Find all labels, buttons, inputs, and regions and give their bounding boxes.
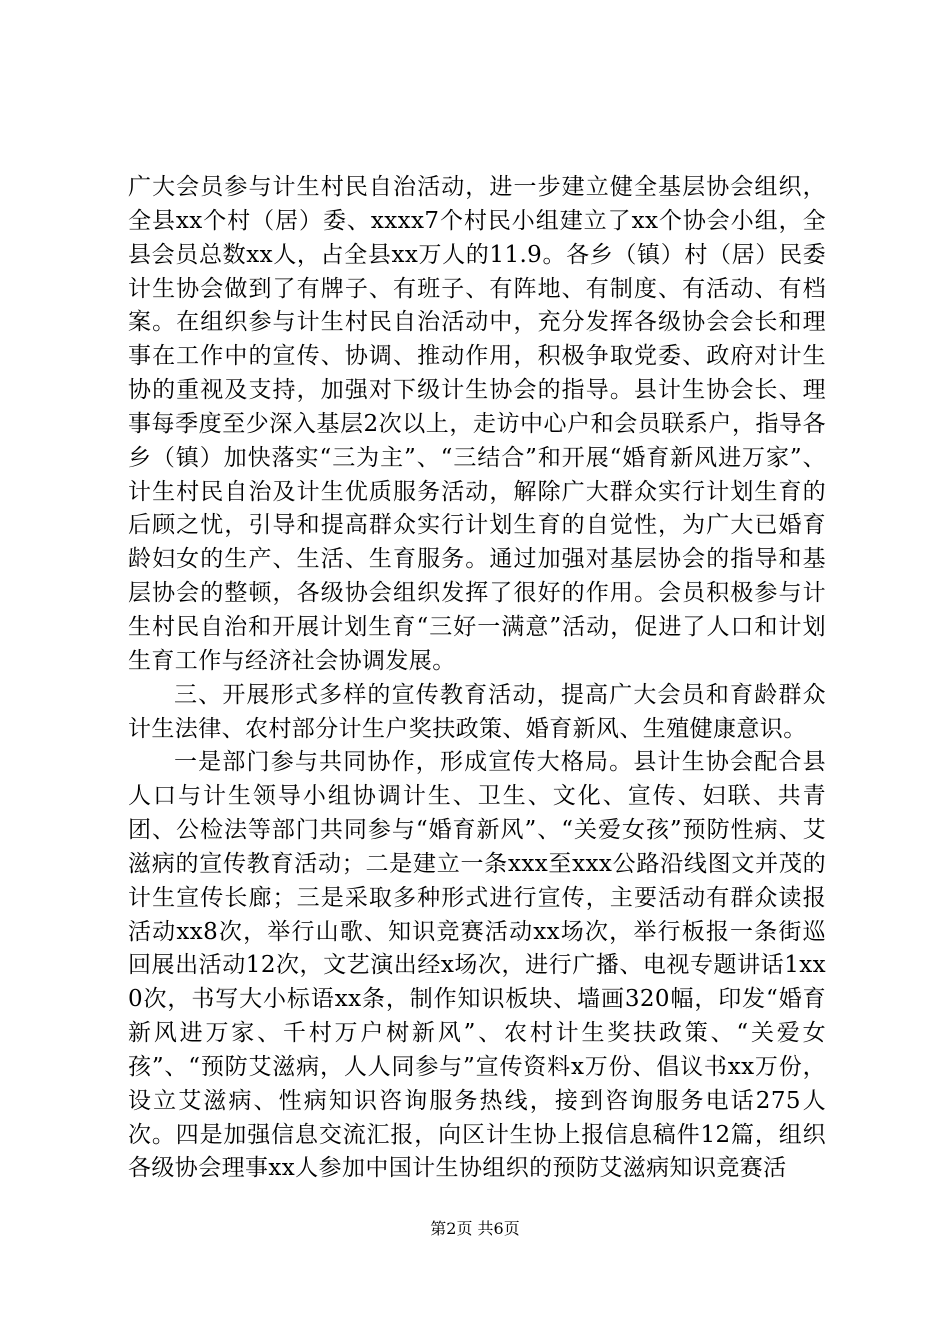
paragraph-continuation: 广大会员参与计生村民自治活动，进一步建立健全基层协会组织，全县xx个村（居）委、xxxx7个村民小组建立了xx个协会小组，全县会员总数xx人，占全县xx万人的11.9。各乡（镇）村（居）民委计生协会做到了有牌子、有班子、有阵地、有制度、有活动、有档案。在组织参与计生村民自治活动中，充分发挥各级协会会长和理事在工作中的宣传、协调、推动作用，积极争取党委、政府对计生协的重视及支持，加强对下级计生协会的指导。县计生协会长、理事每季度至少深入基层2次以上，走访中心户和会员联系户，指导各乡（镇）加快落实“三为主”、“三结合”和开展“婚育新风进万家”、计生村民自治及计生优质服务活动，解除广大群众实行计划生育的后顾之忧，引导和提高群众实行计划生育的自觉性，为广大已婚育龄妇女的生产、生活、生育服务。通过加强对基层协会的指导和基层协会的整顿，各级协会组织发挥了很好的作用。会员积极参与计生村民自治和开展计划生育“三好一满意”活动，促进了人口和计划生育工作与经济社会协调发展。 (128, 174, 826, 674)
page-footer: 第2页 共6页 (430, 1219, 520, 1238)
paragraph-section-three-heading: 三、开展形式多样的宣传教育活动，提高广大会员和育龄群众计生法律、农村部分计生户奖扶政策、婚育新风、生殖健康意识。 (128, 681, 826, 742)
body-text (128, 171, 826, 1186)
paragraph-publicity-activities: 一是部门参与共同协作，形成宣传大格局。县计生协会配合县人口与计生领导小组协调计生、卫生、文化、宣传、妇联、共青团、公检法等部门共同参与“婚育新风”、“关爱女孩”预防性病、艾滋病的宣传教育活动；二是建立一条xxx至xxx公路沿线图文并茂的计生宣传长廊；三是采取多种形式进行宣传，主要活动有群众读报活动xx8次，举行山歌、知识竞赛活动xx场次，举行板报一条街巡回展出活动12次，文艺演出经x场次，进行广播、电视专题讲话1xx0次，书写大小标语xx条，制作知识板块、墙画320幅，印发“婚育新风进万家、千村万户树新风”、农村计生奖扶政策、“关爱女孩”、“预防艾滋病，人人同参与”宣传资料x万份、倡议书xx万份，设立艾滋病、性病知识咨询服务热线，接到咨询服务电话275人次。四是加强信息交流汇报，向区计生协上报信息稿件12篇，组织各级协会理事xx人参加中国计生协组织的预防艾滋病知识竞赛活 (128, 749, 826, 1182)
